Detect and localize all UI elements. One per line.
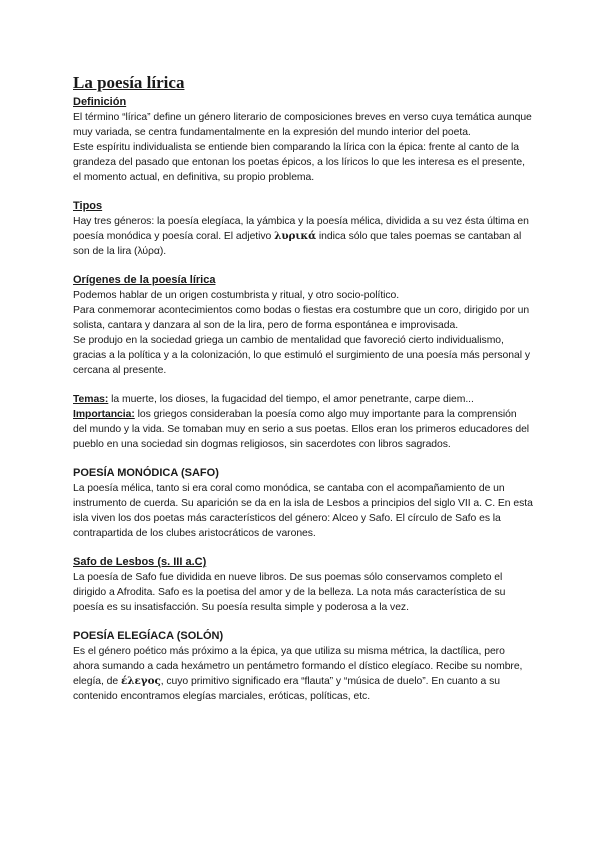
importancia-paragraph: [73, 407, 533, 452]
definicion-paragraph-2: Este espíritu individualista se entiende bien comparando la lírica con la épica: frente al canto de la grandeza del pasado que entonan los poetas épicos, a los líricos lo que les interesa es el presente, el momento actual, en definitiva, su propio problema.: [73, 142, 525, 183]
safo-paragraph: La poesía de Safo fue dividida en nueve libros. De sus poemas sólo conservamos completo el dirigido a Afrodita. Safo es la poetisa del amor y de la belleza. La nota más característica de su poesía es su insatisfacción. Su poesía resulta simple y poderosa a la vez.: [73, 572, 506, 613]
section-definicion: [73, 95, 533, 185]
elegiaca-paragraph: [73, 644, 533, 704]
heading-monodica: POESÍA MONÓDICA (SAFO): [73, 467, 219, 479]
elegiaca-text-a: Es el género poético más próximo a la épica, ya que utiliza su misma métrica, la dactílica, pero ahora sumando a cada hexámetro un pentámetro formando el dístico elegíaco. Recibe su nombre, elegía, de: [73, 646, 523, 687]
elegiaca-text-b: , cuyo primitivo significado era “flauta” y “música de duelo”. En cuanto a su contenido encontramos elegías marciales, eróticas, políticas, etc.: [73, 676, 500, 702]
origenes-paragraph-3: Se produjo en la sociedad griega un cambio de mentalidad que favoreció cierto individualismo, gracias a la política y a la colonización, lo que estimuló el surgimiento de una poesía más personal y cercana al presente.: [73, 335, 530, 376]
greek-word-lyrika: λυρικά: [274, 230, 317, 242]
section-elegiaca: [73, 629, 533, 704]
heading-tipos: Tipos: [73, 200, 103, 212]
origenes-paragraph-1: Podemos hablar de un origen costumbrista y ritual, y otro socio-político.: [73, 290, 400, 301]
heading-safo: Safo de Lesbos (s. III a.C): [73, 556, 207, 568]
importancia-text: los griegos consideraban la poesía como algo muy importante para la comprensión del mundo y la vida. Se tomaban muy en serio a sus poetas. Ellos eran los primeros educadores del pueblo en una sociedad sin dogmas religiosos, sin sacerdotes con libros sagrados.: [73, 409, 530, 450]
importancia-label: Importancia:: [73, 409, 135, 420]
monodica-paragraph: La poesía mélica, tanto si era coral como monódica, se cantaba con el acompañamiento de un instrumento de cuerda. Su aparición se da en la isla de Lesbos a principios del siglo VII a. C. En esta isla viven los dos poetas más característicos del género: Alceo y Safo. El círculo de Safo es la contrapartida de los clubes aristocráticos de varones.: [73, 483, 533, 539]
definicion-paragraph-1: El término “lírica” define un género literario de composiciones breves en verso cuya temática aunque muy variada, se centra fundamentalmente en la expresión del mundo interior del poeta.: [73, 112, 532, 138]
tipos-text-a: Hay tres géneros: la poesía elegíaca, la yámbica y la poesía mélica, dividida a su vez ésta última en poesía monódica y poesía coral. El adjetivo: [73, 216, 529, 242]
origenes-paragraph-2: Para conmemorar acontecimientos como bodas o fiestas era costumbre que un coro, dirigido por un solista, cantara y danzara al son de la lira, pero de forma espontánea e improvisada.: [73, 305, 530, 331]
heading-origenes: Orígenes de la poesía lírica: [73, 274, 216, 286]
document-page: [73, 73, 533, 704]
tipos-paragraph: [73, 214, 533, 259]
section-tipos: [73, 199, 533, 259]
section-temas-importancia: [73, 392, 533, 452]
heading-elegiaca: POESÍA ELEGÍACA (SOLÓN): [73, 630, 224, 642]
section-safo: [73, 555, 533, 615]
section-monodica: [73, 466, 533, 541]
tipos-text-c: ).: [159, 246, 167, 257]
section-origenes: [73, 273, 533, 378]
greek-word-elegos: έλεγος: [120, 675, 161, 687]
heading-definicion: Definición: [73, 96, 127, 108]
document-title: La poesía lírica: [73, 73, 185, 92]
tipos-text-b: indica sólo que tales poemas se cantaban al son de la lira (: [73, 231, 522, 257]
greek-word-lyra: λύρα: [137, 246, 160, 257]
temas-paragraph: [73, 392, 533, 407]
temas-text: la muerte, los dioses, la fugacidad del tiempo, el amor penetrante, carpe diem...: [108, 394, 474, 405]
temas-label: Temas:: [73, 394, 109, 405]
